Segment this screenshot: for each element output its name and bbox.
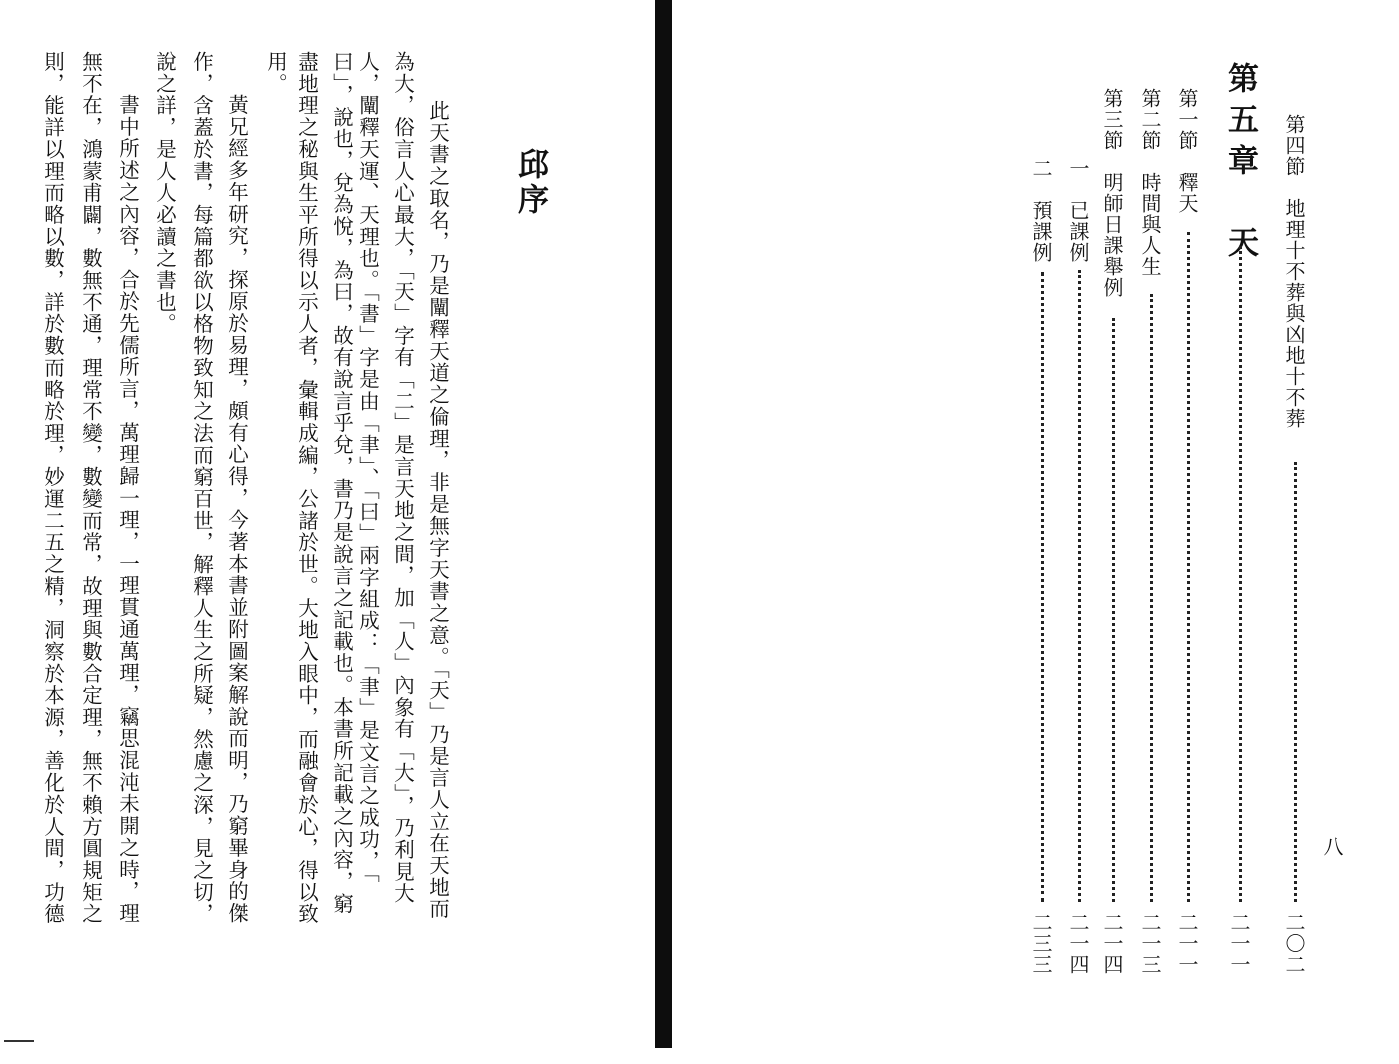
preface-column: 曰」，說也，兌為悅，為曰，故有說言乎兌，書乃是說言之記載也。本書所記載之內容，窮	[329, 51, 354, 915]
preface-column: 無不在，鴻蒙甫闢，數無不通，理常不變，數變而常，故理與數合定理，無不賴方圓規矩之	[78, 51, 103, 925]
toc-entry-sub-2-page: 二三三	[1029, 912, 1053, 975]
preface-title: 邱序	[512, 148, 548, 218]
page-edge-mark	[4, 1040, 34, 1042]
toc-entry-section-3-label: 第三節 明師日課舉例	[1100, 88, 1124, 298]
toc-leader	[1294, 462, 1297, 902]
toc-entry-section-2-label: 第二節 時間與人生	[1138, 88, 1162, 277]
toc-leader	[1112, 318, 1115, 902]
chapter-page: 二一一	[1227, 912, 1251, 975]
toc-leader	[1239, 246, 1242, 902]
toc-entry-section-2-page: 二一三	[1138, 912, 1162, 975]
preface-column: 為大，俗言人心最大，「天」字有「二」是言天地之間，加「人」內象有「大」，乃利見大	[390, 51, 415, 905]
toc-leader	[1078, 270, 1081, 902]
preface-column: 此天書之取名，乃是闡釋天道之倫理，非是無字天書之意。「天」乃是言人立在天地而	[425, 100, 450, 921]
toc-entry-sub-1-label: 一 已課例	[1066, 158, 1090, 263]
toc-entry-section-4-page: 二〇二	[1282, 912, 1306, 975]
chapter-title: 第五章 天	[1222, 62, 1258, 267]
preface-column: 用。	[263, 51, 288, 95]
toc-entry-section-1-label: 第一節 釋天	[1175, 88, 1199, 214]
toc-entry-sub-2-label: 二 預課例	[1029, 158, 1053, 263]
preface-column: 書中所述之內容，合於先儒所言，萬理歸一理，一理貫通萬理，竊思混沌未開之時，理	[115, 94, 140, 925]
toc-leader	[1187, 232, 1190, 902]
toc-entry-section-3-page: 二一四	[1100, 912, 1124, 975]
page-number: 八	[1320, 836, 1344, 856]
preface-column: 則，能詳以理而略以數，詳於數而略於理，妙運二五之精，洞察於本源，善化於人間，功德	[40, 51, 65, 925]
toc-entry-section-1-page: 二一一	[1175, 912, 1199, 975]
book-spine	[655, 0, 672, 1048]
preface-column: 作，含蓋於書，每篇都欲以格物致知之法而窮百世，解釋人生之所疑，然慮之深，見之切，	[189, 51, 214, 925]
toc-leader	[1150, 294, 1153, 902]
toc-leader	[1041, 272, 1044, 902]
toc-entry-section-4-label: 第四節 地理十不葬與凶地十不葬	[1282, 114, 1306, 429]
preface-column: 黃兄經多年研究，探原於易理，頗有心得，今著本書並附圖案解說而明，乃窮畢身的傑	[224, 94, 249, 925]
left-page	[0, 0, 655, 1064]
right-page	[672, 0, 1399, 1064]
preface-column: 人，闡釋天運、天理也。「書」字是由「聿」、「曰」兩字組成：「聿」是文言之成功，「	[355, 51, 380, 884]
toc-entry-sub-1-page: 二一四	[1066, 912, 1090, 975]
preface-column: 說之詳，是人人必讀之書也。	[152, 51, 177, 336]
preface-column: 盡地理之秘與生平所得以示人者，彙輯成編，公諸於世。大地入眼中，而融會於心，得以致	[294, 51, 319, 925]
